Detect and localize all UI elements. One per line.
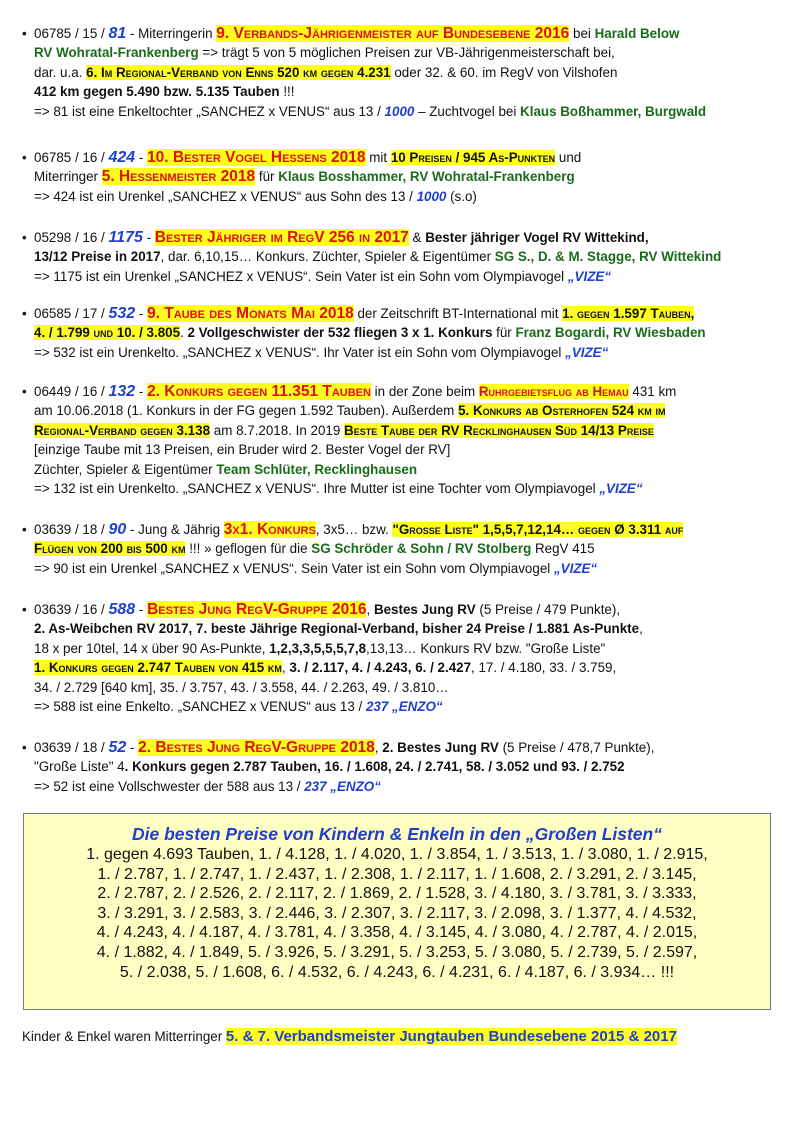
entry-line — [22, 343, 782, 362]
text-segment: Bestes Jung RegV-Gruppe 2016 — [147, 601, 367, 618]
text-segment: Team Schlüter, Recklinghausen — [216, 461, 418, 477]
text-segment: 03639 / 18 / — [34, 740, 109, 755]
text-segment: 132 — [108, 383, 136, 400]
text-segment: => 588 ist eine Enkelto. „SANCHEZ x VENUS“ aus 13 / — [34, 699, 366, 715]
text-segment: 1. gegen 1.597 Tauben, — [562, 306, 695, 321]
box-line: 1. / 2.787, 1. / 2.747, 1. / 2.437, 1. / 2.308, 1. / 2.117, 1. / 1.608, 2. / 3.291, 2. / 3.145, — [97, 865, 697, 883]
text-segment: Ruhrgebietsflug ab Hemau — [478, 384, 629, 399]
text-segment: - Miterringerin — [126, 26, 217, 41]
text-segment: Miterringer — [34, 169, 102, 185]
text-segment: . Konkurs gegen 2.787 Tauben, 16. / 1.608, 24. / 2.741, 58. / 3.052 und 93. / 2.752 — [124, 759, 625, 775]
entry-line — [22, 401, 782, 420]
text-segment: Flügen von 200 bis 500 km — [34, 541, 186, 557]
text-segment: 81 — [108, 25, 127, 42]
text-segment: „VIZE“ — [565, 344, 609, 360]
entry-line — [22, 639, 782, 658]
box-line: 4. / 1.882, 4. / 1.849, 5. / 3.926, 5. / 3.291, 5. / 3.253, 5. / 3.080, 5. / 2.739, 5. / 2.597, — [96, 943, 698, 961]
text-segment: => 132 ist ein Urenkelto. „SANCHEZ x VENUS“. Ihre Mutter ist eine Tochter vom Olympiavogel — [34, 481, 600, 497]
entry-line — [22, 82, 782, 101]
text-segment: 13/12 Preise in 2017 — [34, 249, 161, 265]
text-segment: 424 — [108, 149, 136, 166]
text-segment: 3. / 2.117, 4. / 4.243, 6. / 2.427 — [289, 660, 472, 676]
text-segment: „ENZO“ — [392, 699, 443, 715]
text-segment: „VIZE“ — [599, 481, 643, 497]
text-segment: => 81 ist eine Enkeltochter „SANCHEZ x VENUS“ aus 13 / — [34, 103, 385, 119]
text-segment: => 1175 ist ein Urenkel „SANCHEZ x VENUS“. Sein Vater ist ein Sohn vom Olympiavogel — [34, 268, 568, 284]
text-segment: – Zuchtvogel bei — [414, 103, 521, 119]
text-segment: 06449 / 16 / — [34, 384, 109, 399]
text-segment: - — [135, 602, 148, 617]
text-segment: Beste Taube der RV Recklinghausen Süd 14/13 Preise — [344, 422, 654, 438]
entry-line — [22, 777, 782, 796]
entry-line — [22, 63, 782, 82]
text-segment: => 532 ist ein Urenkelto. „SANCHEZ x VENUS“. Ihr Vater ist ein Sohn vom Olympiavogel — [34, 344, 566, 360]
text-segment: SG S., D. & M. Stagge, RV Wittekind — [494, 249, 722, 265]
text-segment: 4. / 1.799 und 10. / 3.805 — [34, 325, 181, 341]
box-line: 1. gegen 4.693 Tauben, 1. / 4.128, 1. / 4.020, 1. / 3.854, 1. / 3.513, 1. / 3.080, 1. / 2.915, — [86, 846, 708, 863]
text-segment: 2. As-Weibchen RV 2017, 7. beste Jährige Regional-Verband, bisher 24 Preise / 1.881 As-Punkte — [34, 621, 640, 637]
text-segment: 2. Bestes Jung RV — [382, 740, 499, 755]
entry-line — [22, 187, 782, 206]
text-segment: 237 — [365, 699, 389, 715]
text-segment: 2. Konkurs gegen 11.351 Tauben — [147, 383, 371, 400]
text-segment: 06585 / 17 / — [34, 306, 109, 321]
text-segment: 9. Verbands-Jährigenmeister auf Bundesebene 2016 — [216, 25, 570, 42]
footer-line — [22, 1027, 677, 1046]
text-segment: 237 — [304, 778, 327, 794]
entry-line — [22, 323, 782, 342]
text-segment: 03639 / 18 / — [34, 522, 109, 537]
text-segment: - Jung & Jährig — [126, 522, 224, 537]
text-segment: 1000 — [416, 188, 447, 204]
text-segment: 18 x per 10tel, 14 x über 90 As-Punkte, — [34, 640, 270, 656]
text-segment: „ENZO“ — [330, 778, 381, 794]
entry-line — [22, 658, 782, 677]
text-segment: , — [366, 602, 374, 617]
pigeon-entry — [22, 148, 782, 206]
entry-line — [22, 267, 782, 286]
text-segment: & — [408, 230, 426, 245]
text-segment: . — [180, 325, 188, 341]
text-segment: Regional-Verband gegen 3.138 — [34, 422, 211, 438]
text-segment: , — [639, 621, 643, 637]
box-line: 4. / 4.243, 4. / 4.187, 4. / 3.781, 4. / 3.358, 4. / 3.145, 4. / 3.080, 4. / 2.787, 4. / 2.015, — [96, 924, 698, 942]
text-segment: „VIZE“ — [567, 268, 612, 284]
text-segment: Bestes Jung RV — [373, 602, 476, 617]
text-segment: , — [374, 740, 383, 755]
entry-line — [22, 440, 782, 459]
text-segment: , 3x5… bzw. — [315, 522, 393, 537]
text-segment: 9. Taube des Monats Mai 2018 — [147, 305, 354, 322]
text-segment: "Große Liste" 4 — [34, 759, 125, 775]
text-segment: 1. Konkurs gegen 2.747 Tauben von 415 km — [34, 660, 282, 676]
text-segment: RV Wohratal-Frankenberg — [34, 45, 199, 61]
text-segment: Klaus Boßhammer, Burgwald — [520, 103, 707, 119]
bullet-icon: • — [22, 522, 27, 537]
bullet-icon: • — [22, 384, 27, 399]
entry-line — [22, 304, 782, 323]
text-segment: in der Zone beim — [370, 384, 479, 399]
text-segment: 10. Bester Vogel Hessens 2018 — [147, 149, 366, 166]
pigeon-entry — [22, 228, 782, 286]
pigeon-entry — [22, 24, 782, 121]
entry-line — [22, 247, 782, 266]
text-segment: 2 Vollgeschwister der 532 fliegen 3 x 1. Konkurs — [187, 325, 493, 341]
text-segment: 1000 — [384, 103, 415, 119]
entry-line — [22, 520, 782, 539]
entry-line — [22, 738, 782, 757]
entry-line — [22, 757, 782, 776]
text-segment: - — [135, 306, 148, 321]
text-segment: oder 32. & 60. im RegV von Vilshofen — [390, 64, 618, 80]
text-segment: 5. Hessenmeister 2018 — [101, 168, 256, 186]
text-segment: 34. / 2.729 [640 km], 35. / 3.757, 43. / 3.558, 44. / 2.263, 49. / 3.810… — [34, 679, 449, 695]
text-segment: bei — [569, 26, 595, 41]
entry-line — [22, 619, 782, 638]
entry-line — [22, 600, 782, 619]
text-segment: , dar. 6,10,15… Konkurs. Züchter, Spieler & Eigentümer — [160, 249, 495, 265]
entry-line — [22, 421, 782, 440]
text-segment: am 8.7.2018. In 2019 — [210, 422, 345, 438]
entry-line — [22, 697, 782, 716]
box-line: 2. / 2.787, 2. / 2.526, 2. / 2.117, 2. / 1.869, 2. / 1.528, 3. / 4.180, 3. / 3.781, 3. / 3.333, — [97, 885, 697, 903]
text-segment: => 90 ist ein Urenkel „SANCHEZ x VENUS“. Sein Vater ist ein Sohn vom Olympiavogel — [34, 560, 554, 576]
text-segment: 06785 / 16 / — [34, 150, 109, 165]
entry-line — [22, 559, 782, 578]
best-prizes-box — [23, 813, 771, 1010]
box-line: 5. / 2.038, 5. / 1.608, 6. / 4.532, 6. / 4.243, 6. / 4.231, 6. / 4.187, 6. / 3.934… !!! — [119, 963, 675, 981]
pigeon-entry — [22, 304, 782, 362]
text-segment: Bester jähriger Vogel RV Wittekind, — [425, 230, 649, 245]
entry-line — [22, 102, 782, 121]
text-segment: 05298 / 16 / — [34, 230, 109, 245]
bullet-icon: • — [22, 230, 27, 245]
bullet-icon: • — [22, 26, 27, 41]
text-segment: für — [255, 169, 279, 185]
text-segment: dar. u.a. — [34, 64, 87, 80]
text-segment: Bester Jähriger im RegV 256 in 2017 — [154, 229, 409, 246]
text-segment: 52 — [108, 739, 127, 756]
text-segment: RegV 415 — [531, 541, 595, 557]
pigeon-entry — [22, 738, 782, 796]
entry-line — [22, 678, 782, 697]
text-segment: 6. Im Regional-Verband von Enns 520 km gegen 4.231 — [86, 64, 391, 80]
text-segment: ,13,13… Konkurs RV bzw. "Große Liste" — [366, 640, 606, 656]
text-segment: 431 km — [628, 384, 677, 399]
text-segment: (s.o) — [446, 188, 477, 204]
entry-line — [22, 539, 782, 558]
bullet-icon: • — [22, 602, 27, 617]
entry-line — [22, 148, 782, 167]
text-segment: „VIZE“ — [553, 560, 598, 576]
box-lines — [24, 845, 770, 982]
text-segment: - — [126, 740, 139, 755]
text-segment: am 10.06.2018 (1. Konkurs in der FG gegen 1.592 Tauben). Außerdem — [34, 403, 459, 419]
entry-line — [22, 460, 782, 479]
text-segment: SG Schröder & Sohn / RV Stolberg — [311, 541, 532, 557]
text-segment: 588 — [108, 601, 136, 618]
text-segment: 532 — [108, 305, 136, 322]
text-segment: (5 Preise / 479 Punkte), — [475, 602, 621, 617]
text-segment: der Zeitschrift BT-International mit — [353, 306, 563, 321]
bullet-icon: • — [22, 740, 27, 755]
text-segment: - — [142, 230, 155, 245]
text-segment: , — [281, 660, 290, 676]
text-segment: Harald Below — [594, 26, 680, 41]
text-segment: 1175 — [108, 229, 143, 246]
text-segment: Züchter, Spieler & Eigentümer — [34, 461, 217, 477]
text-segment: => 52 ist eine Vollschwester der 588 aus 13 / — [34, 778, 305, 794]
bullet-icon: • — [22, 306, 27, 321]
footer-prefix: Kinder & Enkel waren Mitterringer — [22, 1029, 226, 1044]
text-segment: 06785 / 15 / — [34, 26, 109, 41]
pigeon-entry — [22, 520, 782, 578]
text-segment: 5. Konkurs ab Osterhofen 524 km im — [458, 403, 666, 419]
text-segment: Klaus Bosshammer, RV Wohratal-Frankenberg — [278, 169, 575, 185]
bullet-icon: • — [22, 150, 27, 165]
text-segment: - — [135, 150, 148, 165]
text-segment: 10 Preisen / 945 As-Punkten — [390, 150, 556, 165]
text-segment: !!! — [279, 84, 295, 100]
text-segment: [einzige Taube mit 13 Preisen, ein Bruder wird 2. Bester Vogel der RV] — [34, 442, 451, 458]
footer-highlight: 5. & 7. Verbandsmeister Jungtauben Bundesebene 2015 & 2017 — [225, 1028, 677, 1045]
entry-line — [22, 479, 782, 498]
text-segment: Franz Bogardi, RV Wiesbaden — [515, 325, 706, 341]
text-segment: für — [492, 325, 516, 341]
entry-line — [22, 167, 782, 186]
entry-line — [22, 228, 782, 247]
text-segment: 03639 / 16 / — [34, 602, 109, 617]
pigeon-entry — [22, 382, 782, 498]
text-segment: mit — [365, 150, 391, 165]
text-segment: => trägt 5 von 5 möglichen Preisen zur VB-Jährigenmeisterschaft bei, — [198, 45, 615, 61]
text-segment: "Große Liste" 1,5,5,7,12,14… gegen Ø 3.311 auf — [392, 522, 684, 537]
text-segment: - — [135, 384, 148, 399]
entry-line — [22, 43, 782, 62]
box-title: Die besten Preise von Kindern & Enkeln in den „Großen Listen“ — [132, 824, 662, 844]
entry-line — [22, 24, 782, 43]
text-segment: 2. Bestes Jung RegV-Gruppe 2018 — [138, 739, 375, 756]
text-segment: 412 km gegen 5.490 bzw. 5.135 Tauben — [34, 84, 280, 100]
box-line: 3. / 3.291, 3. / 2.583, 3. / 2.446, 3. / 2.307, 3. / 2.117, 3. / 2.098, 3. / 1.377, 4. / 4.532, — [97, 904, 697, 922]
text-segment: 90 — [108, 521, 127, 538]
text-segment: !!! » geflogen für die — [185, 541, 312, 557]
text-segment: (5 Preise / 478,7 Punkte), — [498, 740, 655, 755]
text-segment: => 424 ist ein Urenkel „SANCHEZ x VENUS“ aus Sohn des 13 / — [34, 188, 417, 204]
text-segment: 3x1. Konkurs — [223, 521, 316, 538]
text-segment: und — [555, 150, 582, 165]
entry-line — [22, 382, 782, 401]
pigeon-entry — [22, 600, 782, 716]
text-segment: 1,2,3,3,5,5,5,7,8 — [269, 640, 367, 656]
text-segment: , 17. / 4.180, 33. / 3.759, — [471, 660, 617, 676]
